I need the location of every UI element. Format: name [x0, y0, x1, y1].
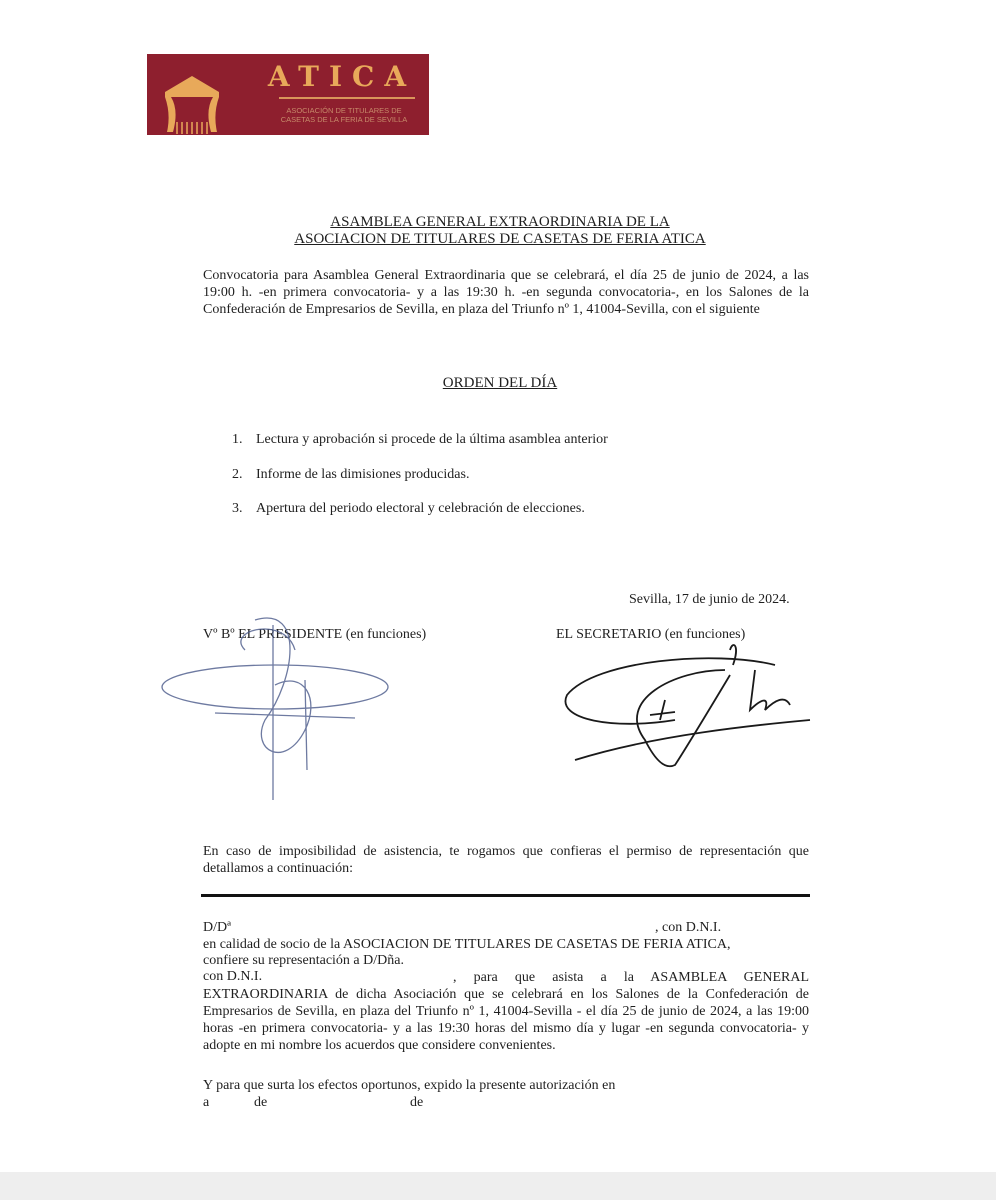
representation-body: , para que asista a la ASAMBLEA GENERAL EXTRAORDINARIA de dicha Asociación que se celebrará en los Salones de la Confederación de Empresarios de Sevilla, en plaza del Triunfo nº 1, 41004-Sevilla - el día 25 de junio de 2024, a las 19:00 horas -en primera convocatoria- y a las 19:30 horas del mismo día y lugar -en segunda convocatoria- y adopte en mi nombre los acuerdos que considere convenientes.: [203, 970, 809, 1053]
date-de-2: de: [410, 1095, 424, 1110]
agenda-item-text: Apertura del periodo electoral y celebración de elecciones.: [256, 501, 585, 516]
agenda-item: [232, 432, 608, 448]
logo-subtitle: [259, 106, 429, 124]
agenda-item: [232, 501, 585, 517]
atica-logo: [147, 54, 429, 135]
agenda-item-text: Lectura y aprobación si procede de la última asamblea anterior: [256, 432, 608, 447]
president-signature: [155, 610, 405, 810]
logo-subtitle-line1: ASOCIACIÓN DE TITULARES DE: [286, 106, 402, 115]
agenda-item-number: 2.: [232, 467, 243, 482]
agenda-item-number: 3.: [232, 501, 243, 516]
convocatoria-paragraph: Convocatoria para Asamblea General Extraordinaria que se celebrará, el día 25 de junio de 2024, a las 19:00 h. -en primera convocatoria- y a las 19:30 h. -en segunda convocatoria-, en los Salones de la Confederación de Empresarios de Sevilla, en plaza del Triunfo nº 1, 41004-Sevilla, con el siguiente: [203, 268, 809, 317]
bottom-band: [0, 1172, 996, 1200]
logo-subtitle-line2: CASETAS DE LA FERIA DE SEVILLA: [280, 115, 408, 124]
caseta-tent-icon: [159, 74, 225, 134]
representation-intro: En caso de imposibilidad de asistencia, te rogamos que confieras el permiso de representación que detallamos a continuación:: [203, 844, 809, 876]
socio-line: en calidad de socio de la ASOCIACION DE TITULARES DE CASETAS DE FERIA ATICA,: [203, 937, 731, 952]
dni-label: , con D.N.I.: [655, 920, 722, 935]
section-divider: [201, 894, 810, 897]
date-a: a: [203, 1095, 210, 1110]
agenda-title: ORDEN DEL DÍA: [442, 375, 558, 391]
document-title-line2: ASOCIACION DE TITULARES DE CASETAS DE FERIA ATICA: [294, 231, 706, 247]
president-label: Vº Bº EL PRESIDENTE (en funciones): [203, 627, 427, 642]
document-title-line1: ASAMBLEA GENERAL EXTRAORDINARIA DE LA: [330, 214, 670, 230]
signing-date: Sevilla, 17 de junio de 2024.: [629, 592, 790, 607]
confiere-line: confiere su representación a D/Dña.: [203, 953, 404, 968]
logo-rule: [279, 97, 415, 99]
secretary-label: EL SECRETARIO (en funciones): [556, 627, 746, 642]
logo-title: ATICA: [267, 60, 417, 93]
con-dni-label: con D.N.I.: [203, 969, 263, 984]
agenda-item-number: 1.: [232, 432, 243, 447]
closing-line: Y para que surta los efectos oportunos, expido la presente autorización en: [203, 1078, 616, 1093]
agenda-item: [232, 467, 469, 483]
date-de-1: de: [254, 1095, 268, 1110]
secretary-signature: [555, 640, 815, 780]
dd-label: D/Dª: [203, 920, 231, 935]
agenda-item-text: Informe de las dimisiones producidas.: [256, 467, 470, 482]
